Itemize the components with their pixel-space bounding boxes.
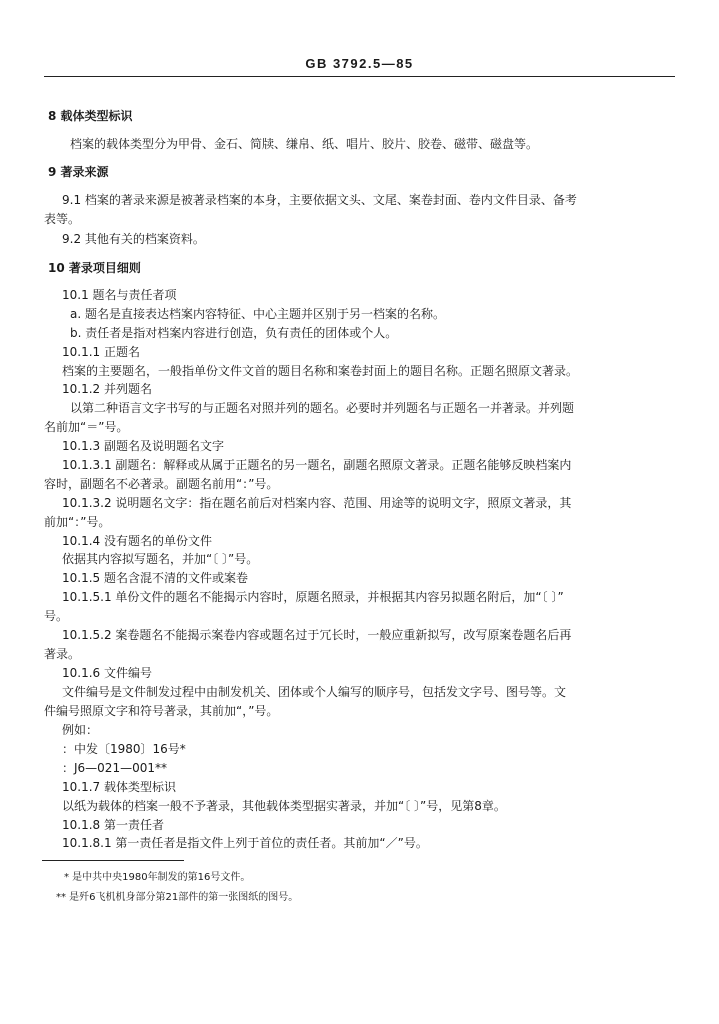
- footnote-rule: [42, 860, 184, 861]
- header-rule: [44, 76, 675, 77]
- clause-10-1-6-heading: 10.1.6 文件编号: [62, 666, 152, 680]
- clause-10-1-8-1: 10.1.8.1 第一责任者是指文件上列于首位的责任者。其前加“／”号。: [62, 836, 428, 850]
- clause-10-1-5-1-line-1: 10.1.5.1 单份文件的题名不能揭示内容时，原题名照录，并根据其内容另拟题名附后，加“〔 〕”: [62, 590, 564, 604]
- section-10-heading: 10 著录项目细则: [48, 261, 141, 275]
- clause-10-1-5-2-line-2: 著录。: [44, 647, 81, 661]
- example-label: 例如：: [62, 723, 99, 737]
- section-8-heading: 8 载体类型标识: [48, 109, 133, 123]
- clause-10-1-6-body-line-1: 文件编号是文件制发过程中由制发机关、团体或个人编写的顺序号，包括发文字号、图号等。文: [62, 685, 567, 699]
- clause-10-1-item-a: a. 题名是直接表达档案内容特征、中心主题并区别于另一档案的名称。: [70, 307, 445, 321]
- clause-10-1-7-body: 以纸为载体的档案一般不予著录，其他载体类型据实著录，并加“〔 〕”号，见第8章。: [62, 799, 506, 813]
- clause-10-1-3-1-line-2: 容时，副题名不必著录。副题名前用“：”号。: [44, 477, 279, 491]
- clause-9-2: 9.2 其他有关的档案资料。: [62, 232, 205, 246]
- clause-10-1-5-heading: 10.1.5 题名含混不清的文件或案卷: [62, 571, 248, 585]
- clause-10-1-8-heading: 10.1.8 第一责任者: [62, 818, 164, 832]
- clause-10-1-heading: 10.1 题名与责任者项: [62, 288, 177, 302]
- section-9-heading: 9 著录来源: [48, 165, 109, 179]
- clause-10-1-3-1-line-1: 10.1.3.1 副题名：解释或从属于正题名的另一题名，副题名照原文著录。正题名能够反映档案内: [62, 458, 572, 472]
- clause-10-1-5-1-line-2: 号。: [44, 609, 69, 623]
- clause-10-1-3-heading: 10.1.3 副题名及说明题名文字: [62, 439, 224, 453]
- clause-10-1-1-body: 档案的主要题名，一般指单份文件文首的题目名称和案卷封面上的题目名称。正题名照原文著录。: [62, 364, 579, 378]
- clause-9-1-line-2: 表等。: [44, 212, 81, 226]
- clause-10-1-4-body: 依据其内容拟写题名，并加“〔 〕”号。: [62, 552, 259, 566]
- clause-10-1-5-2-line-1: 10.1.5.2 案卷题名不能揭示案卷内容或题名过于冗长时，一般应重新拟写，改写原案卷题名后再: [62, 628, 572, 642]
- clause-10-1-6-body-line-2: 件编号照原文字和符号著录，其前加“，”号。: [44, 704, 279, 718]
- clause-10-1-item-b: b. 责任者是指对档案内容进行创造，负有责任的团体或个人。: [70, 326, 398, 340]
- clause-10-1-3-2-line-1: 10.1.3.2 说明题名文字：指在题名前后对档案内容、范围、用途等的说明文字，照原文著录，其: [62, 496, 572, 510]
- footnote-2: ** 是歼6飞机机身部分第21部件的第一张图纸的图号。: [56, 892, 299, 903]
- clause-10-1-2-body-line-1: 以第二种语言文字书写的与正题名对照并列的题名。必要时并列题名与正题名一并著录。并列题: [70, 401, 575, 415]
- clause-10-1-1-heading: 10.1.1 正题名: [62, 345, 140, 359]
- clause-10-1-3-2-line-2: 前加“：”号。: [44, 515, 111, 529]
- section-8-body: 档案的载体类型分为甲骨、金石、简牍、缣帛、纸、唱片、胶片、胶卷、磁带、磁盘等。: [70, 137, 539, 151]
- example-1: ：中发〔1980〕16号*: [62, 742, 186, 756]
- page-header: GB 3792.5—85: [305, 56, 414, 71]
- footnote-1: * 是中共中央1980年制发的第16号文件。: [64, 872, 251, 883]
- clause-9-1-line-1: 9.1 档案的著录来源是被著录档案的本身，主要依据文头、文尾、案卷封面、卷内文件目录、备考: [62, 193, 577, 207]
- example-2: ：J6—021—001**: [62, 761, 167, 775]
- clause-10-1-7-heading: 10.1.7 载体类型标识: [62, 780, 176, 794]
- clause-10-1-2-heading: 10.1.2 并列题名: [62, 382, 152, 396]
- clause-10-1-4-heading: 10.1.4 没有题名的单份文件: [62, 534, 212, 548]
- clause-10-1-2-body-line-2: 名前加“＝”号。: [44, 420, 129, 434]
